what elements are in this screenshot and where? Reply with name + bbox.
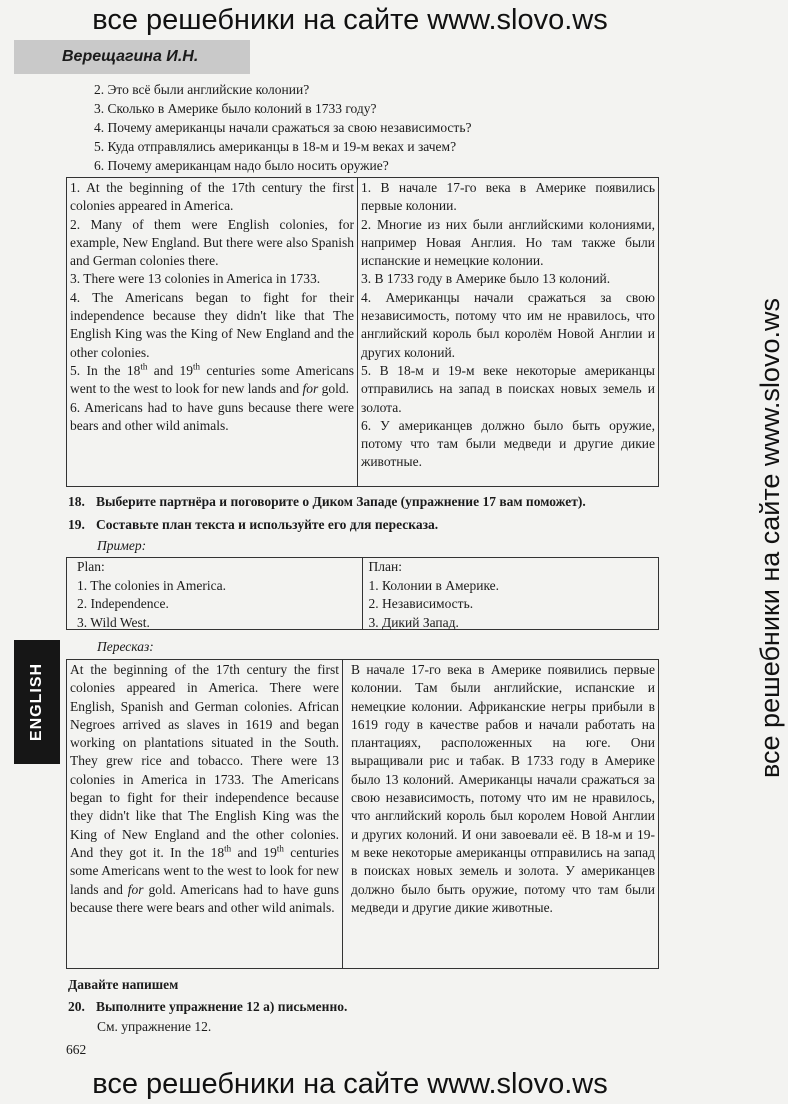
plan-en-item: 3. Wild West. — [77, 614, 150, 630]
plan-russian-column — [363, 558, 659, 629]
answer-ru-1: 1. В начале 17-го века в Америке появились первые колонии. — [361, 180, 655, 214]
retell-english-column — [67, 660, 343, 968]
answer-en-5-em: for — [302, 381, 319, 397]
watermark-side: все решебники на сайте www.slovo.ws — [755, 298, 785, 778]
answer-ru-5: 5. В 18-м и 19-м веке некоторые американцы отправились на запад в поисках новых земель и золота. — [361, 362, 655, 415]
exercise-18 — [68, 492, 586, 511]
exercise-20-subtext: См. упражнение 12. — [97, 1019, 212, 1034]
plan-en-item: 1. The colonies in America. — [77, 577, 226, 593]
exercise-text: Выберите партнёра и поговорите о Диком Западе (упражнение 17 вам поможет). — [96, 494, 586, 509]
answer-ru-2: 2. Многие из них были английскими колониями, например Новая Англия. Но там также были испанские и немецкие колонии. — [361, 216, 655, 269]
plan-en-item: 2. Independence. — [77, 596, 169, 611]
retell-en-c: centuries some Americans went to the west to look for new lands and — [70, 844, 339, 897]
question-item: 4. Почему американцы начали сражаться за свою независимость? — [94, 120, 472, 135]
question-list — [94, 80, 471, 175]
retell-en-em: for — [127, 881, 144, 897]
answer-en-5-b: and 19 — [147, 362, 194, 378]
exercise-19 — [68, 515, 438, 534]
answer-en-5 — [70, 362, 354, 399]
retell-russian-column — [343, 660, 658, 968]
question-item: 6. Почему американцам надо было носить оружие? — [94, 158, 389, 173]
plan-ru-item: 2. Независимость. — [368, 596, 474, 611]
answer-en-5-d: gold. — [318, 381, 349, 397]
example-label: Пример: — [97, 538, 147, 553]
answers-russian-column — [358, 178, 658, 486]
exercise-20 — [68, 997, 347, 1016]
exercise-number: 18. — [68, 494, 85, 509]
watermark-bottom: все решебники на сайте www.slovo.ws — [92, 1068, 608, 1100]
answer-ru-4: 4. Американцы начали сражаться за свою независимость, потому что им не нравилось, что английский король был королём Новой Англии и других колоний. — [361, 289, 655, 360]
answer-en-1: 1. At the beginning of the 17th century the first colonies appeared in America. — [70, 180, 354, 214]
retell-en-text — [70, 661, 339, 917]
page-number: 662 — [66, 1042, 87, 1057]
answers-table — [66, 177, 659, 487]
plan-ru-title: План: — [368, 559, 402, 574]
answer-ru-3: 3. В 1733 году в Америке было 13 колоний. — [361, 271, 611, 287]
watermark-top: все решебники на сайте www.slovo.ws — [92, 4, 608, 36]
plan-en-title: Plan: — [77, 559, 105, 574]
retell-en-sup2: th — [276, 843, 284, 854]
plan-ru-item: 3. Дикий Запад. — [368, 614, 459, 630]
answer-en-2: 2. Many of them were English colonies, for example, New England. But there were also Spanish and German colonies there. — [70, 216, 354, 269]
english-side-tab-label: ENGLISH — [28, 662, 45, 742]
exercise-text: Выполните упражнение 12 а) письменно. — [96, 999, 348, 1014]
answer-en-5-sup1: th — [140, 361, 148, 372]
question-item: 3. Сколько в Америке было колоний в 1733 году? — [94, 101, 377, 116]
retell-en-a: At the beginning of the 17th century the first colonies appeared in America. There were English, Spanish and German colonies. African Negroes arrived as slaves in 1619 and began working on plantations situated in the South. They grew rice and tobacco. There were 13 colonies in America in 1733. The Americans began to fight for their independence because they didn't like that The English King was the King of New England and the other colonies. And they got it. In the 18 — [70, 662, 339, 860]
retell-en-b: and 19 — [231, 844, 277, 860]
answers-english-column — [67, 178, 358, 486]
english-side-tab — [14, 640, 60, 764]
question-item: 5. Куда отправлялись американцы в 18-м и 19-м веках и зачем? — [94, 139, 457, 154]
answer-en-5-a: 5. In the 18 — [70, 362, 141, 378]
answer-en-5-sup2: th — [193, 361, 201, 372]
retell-label: Пересказ: — [97, 639, 154, 654]
subheading-lets-write: Давайте напишем — [68, 977, 179, 992]
plan-english-column — [67, 558, 363, 629]
question-item: 2. Это всё были английские колонии? — [94, 82, 310, 97]
answer-en-3: 3. There were 13 colonies in America in 1733. — [70, 271, 321, 287]
retell-ru-text: В начале 17-го века в Америке появились первые колонии. Там были английские, испанские и немецкие колонии. Африканские негры прибыли в 1619 году в качестве рабов и начали работать на плантациях, расположенных на юге. Они выращивали рис и табак. В 1733 году в Америке было 13 колоний. Американцы начали сражаться за свою независимость, потому что им не нравилось, что английский король был королем Новой Англии и других колоний. И они завоевали её. В 18-м и 19-м веке некоторые американцы отправились на запад в поисках новых земель и золота. У американцев должно было быть оружие, потому что там были медведи и другие дикие животные. — [351, 662, 655, 915]
exercise-number: 19. — [68, 517, 85, 532]
author-name: Верещагина И.Н. — [62, 48, 199, 65]
exercise-text: Составьте план текста и используйте его для пересказа. — [96, 517, 439, 532]
answer-ru-6: 6. У американцев должно было быть оружие, потому что там были медведи и другие дикие животные. — [361, 417, 655, 470]
retell-en-d: gold. Americans had to have guns because there were bears and other wild animals. — [70, 881, 339, 915]
exercise-number: 20. — [68, 999, 85, 1014]
plan-table — [66, 557, 659, 630]
answer-en-6: 6. Americans had to have guns because there were bears and other wild animals. — [70, 399, 354, 433]
plan-ru-item: 1. Колонии в Америке. — [368, 577, 500, 593]
retell-table — [66, 659, 659, 969]
answer-en-5-c: centuries some Americans went to the west to look for new lands and — [70, 362, 354, 397]
retell-en-sup1: th — [224, 843, 232, 854]
answer-en-4: 4. The Americans began to fight for their independence because they didn't like that The English King was the King of New England and the other colonies. — [70, 289, 354, 360]
